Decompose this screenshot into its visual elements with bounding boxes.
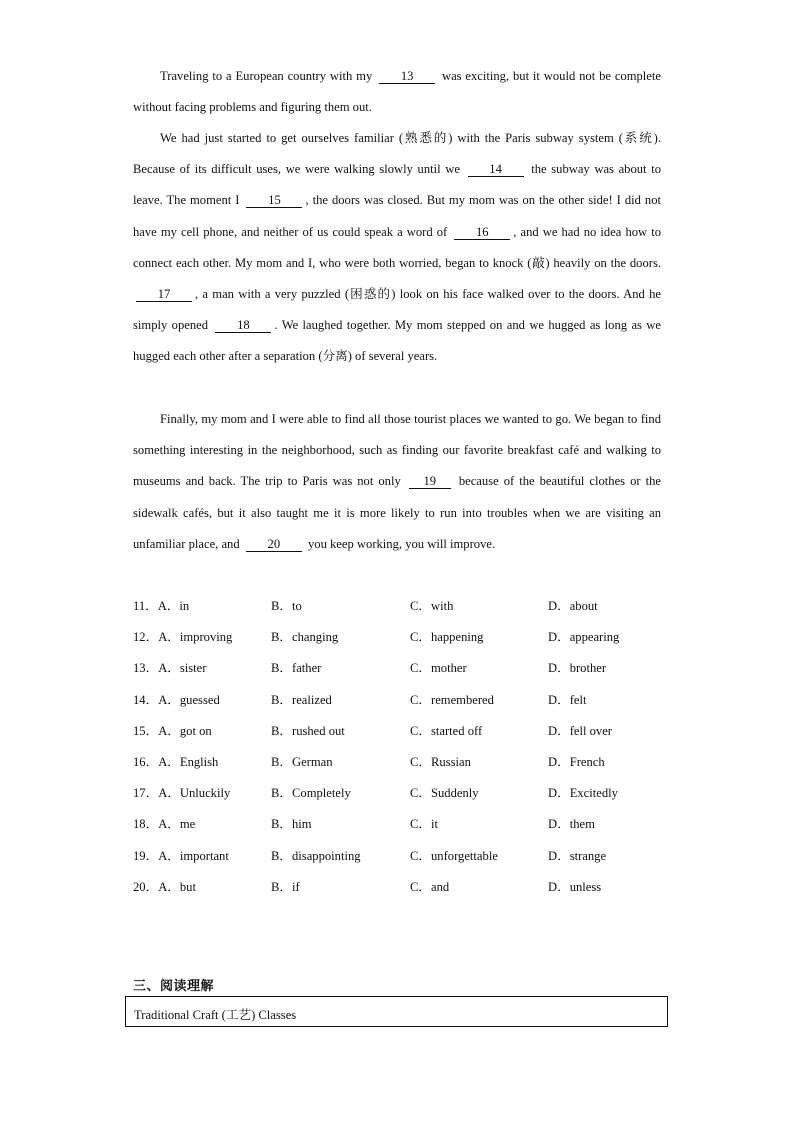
option-b: B．disappointing xyxy=(271,848,361,863)
option-a: 16．A．English xyxy=(133,754,219,769)
option-a: 15．A．got on xyxy=(133,723,212,738)
option-d: D．felt xyxy=(548,692,587,707)
option-b: B．German xyxy=(271,754,333,769)
option-c: C．it xyxy=(410,817,438,832)
passage-text: , a man with a very puzzled (困惑的) look on his face walked over to the doors. And he simply opened xyxy=(133,287,661,333)
blank-19: 19 xyxy=(409,474,451,489)
option-a: 17．A．Unluckily xyxy=(133,786,231,801)
question-options xyxy=(133,591,673,903)
option-b: B．Completely xyxy=(271,786,351,801)
option-d: D．appearing xyxy=(548,630,620,645)
option-c: C．unforgettable xyxy=(410,848,498,863)
passage-text: the subway was about to leave. The moment I xyxy=(133,162,661,208)
option-b: B．rushed out xyxy=(271,723,345,738)
blank-18: 18 xyxy=(215,318,271,333)
option-a: 19．A．important xyxy=(133,848,229,863)
question-row xyxy=(133,747,673,778)
option-a: 20．A．but xyxy=(133,879,196,894)
question-row xyxy=(133,591,673,622)
blank-17: 17 xyxy=(136,287,192,302)
blank-15: 15 xyxy=(246,193,302,208)
option-b: B．changing xyxy=(271,630,339,645)
passage-paragraph-1 xyxy=(133,61,661,123)
option-a: 13．A．sister xyxy=(133,661,207,676)
passage-text: Finally, my mom and I were able to find all those tourist places we wanted to go. We began to find something interesting in the neighborhood, such as finding our favorite breakfast café and walking to museums and back. The trip to Paris was not only xyxy=(133,412,661,489)
reading-title-box xyxy=(125,996,668,1027)
passage-text: you keep working, you will improve. xyxy=(307,536,496,551)
option-b: B．him xyxy=(271,817,312,832)
option-c: C．and xyxy=(410,879,450,894)
question-row xyxy=(133,841,673,872)
passage-paragraph-3 xyxy=(133,404,661,560)
question-row xyxy=(133,778,673,809)
option-c: C．Suddenly xyxy=(410,786,479,801)
blank-20: 20 xyxy=(246,537,302,552)
option-d: D．about xyxy=(548,599,598,613)
question-row xyxy=(133,653,673,684)
passage-text: We had just started to get ourselves familiar (熟悉的) with the Paris subway system (系统). Because of its difficult uses, we were walking slowly until we xyxy=(133,131,661,177)
option-c: C．started off xyxy=(410,723,483,738)
option-b: B．to xyxy=(271,599,302,613)
passage-text: Traveling to a European country with my xyxy=(160,69,373,83)
option-d: D．them xyxy=(548,817,595,832)
option-d: D．strange xyxy=(548,848,607,863)
blank-13: 13 xyxy=(379,69,435,84)
question-row xyxy=(133,809,673,840)
question-row xyxy=(133,622,673,653)
blank-14: 14 xyxy=(468,162,524,177)
passage-text: because of the beautiful clothes or the sidewalk cafés, but it also taught me it is more likely to run into troubles when we are visiting an unfamiliar place, and xyxy=(133,474,661,551)
option-c: C．Russian xyxy=(410,754,471,769)
question-row xyxy=(133,685,673,716)
option-d: D．unless xyxy=(548,879,602,894)
blank-16: 16 xyxy=(454,225,510,240)
passage-paragraph-2 xyxy=(133,123,661,373)
passage-text: . We laughed together. My mom stepped on and we hugged as long as we hugged each other after a separation (分离) of several years. xyxy=(133,318,661,364)
option-b: B．realized xyxy=(271,692,332,707)
option-c: C．mother xyxy=(410,661,467,676)
option-d: D．Excitedly xyxy=(548,786,618,801)
option-c: C．remembered xyxy=(410,692,494,707)
question-row xyxy=(133,716,673,747)
reading-title: Traditional Craft (工艺) Classes xyxy=(134,1008,297,1022)
question-row xyxy=(133,872,673,903)
passage-text: , and we had no idea how to connect each other. My mom and I, who were both worried, began to knock (敲) heavily on the doors. xyxy=(133,224,662,270)
section-heading: 三、阅读理解 xyxy=(133,979,215,994)
option-b: B．father xyxy=(271,661,322,676)
option-c: C．with xyxy=(410,599,454,613)
option-d: D．fell over xyxy=(548,723,612,738)
option-d: D．brother xyxy=(548,661,607,676)
option-a: 18．A．me xyxy=(133,817,196,832)
option-c: C．happening xyxy=(410,630,484,645)
option-a: 12．A．improving xyxy=(133,630,233,645)
option-a: 14．A．guessed xyxy=(133,692,220,707)
passage-text: was exciting, but it would not be complete without facing problems and figuring them out. xyxy=(133,69,661,115)
option-a: 11．A．in xyxy=(133,599,190,613)
passage-text: , the doors was closed. But my mom was on the other side! I did not have my cell phone, and neither of us could speak a word of xyxy=(133,193,661,239)
option-d: D．French xyxy=(548,754,605,769)
option-b: B．if xyxy=(271,879,300,894)
